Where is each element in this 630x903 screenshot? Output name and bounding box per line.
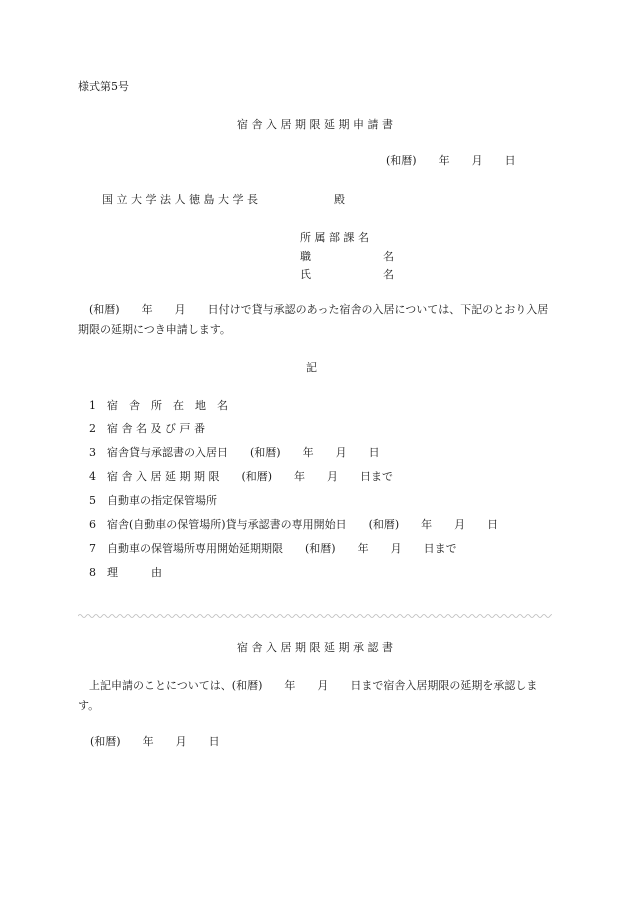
ki-heading: 記 xyxy=(306,361,317,374)
list-item-6: 6 宿舎(自動車の保管場所)貸与承認書の専用開始日 (和暦) 年 月 日 xyxy=(89,518,499,531)
position-label: 職 xyxy=(300,250,311,263)
approval-date: (和暦) 年 月 日 xyxy=(90,735,220,748)
list-item-3: 3 宿舎貸与承認書の入居日 (和暦) 年 月 日 xyxy=(89,446,380,459)
application-title: 宿 舎 入 居 期 限 延 期 申 請 書 xyxy=(237,118,393,131)
list-item-5: 5 自動車の指定保管場所 xyxy=(89,494,217,507)
name-label-suffix: 名 xyxy=(383,268,394,281)
addressee: 国 立 大 学 法 人 徳 島 大 学 長 xyxy=(102,193,258,206)
list-item-1: 1 宿 舎 所 在 地 名 xyxy=(89,399,228,412)
list-item-8: 8 理 由 xyxy=(89,566,162,579)
list-item-2: 2 宿 舎 名 及 び 戸 番 xyxy=(89,422,205,435)
list-item-7: 7 自動車の保管場所専用開始延期期限 (和暦) 年 月 日まで xyxy=(89,542,457,555)
form-number: 様式第5号 xyxy=(78,80,129,93)
name-label: 氏 xyxy=(300,268,311,281)
application-body: (和暦) 年 月 日付けで貸与承認のあった宿舎の入居については、下記のとおり入居期限の延期につき申請します。 xyxy=(78,303,549,336)
position-label-suffix: 名 xyxy=(383,250,394,263)
wavy-separator xyxy=(78,611,552,621)
list-item-4: 4 宿 舎 入 居 延 期 期 限 (和暦) 年 月 日まで xyxy=(89,470,394,483)
approval-body: 上記申請のことについては、(和暦) 年 月 日まで宿舎入居期限の延期を承認します。 xyxy=(78,679,538,712)
department-label: 所 属 部 課 名 xyxy=(300,231,369,244)
honorific: 殿 xyxy=(334,193,345,206)
approval-title: 宿 舎 入 居 期 限 延 期 承 認 書 xyxy=(237,641,393,654)
application-date: (和暦) 年 月 日 xyxy=(386,154,516,167)
